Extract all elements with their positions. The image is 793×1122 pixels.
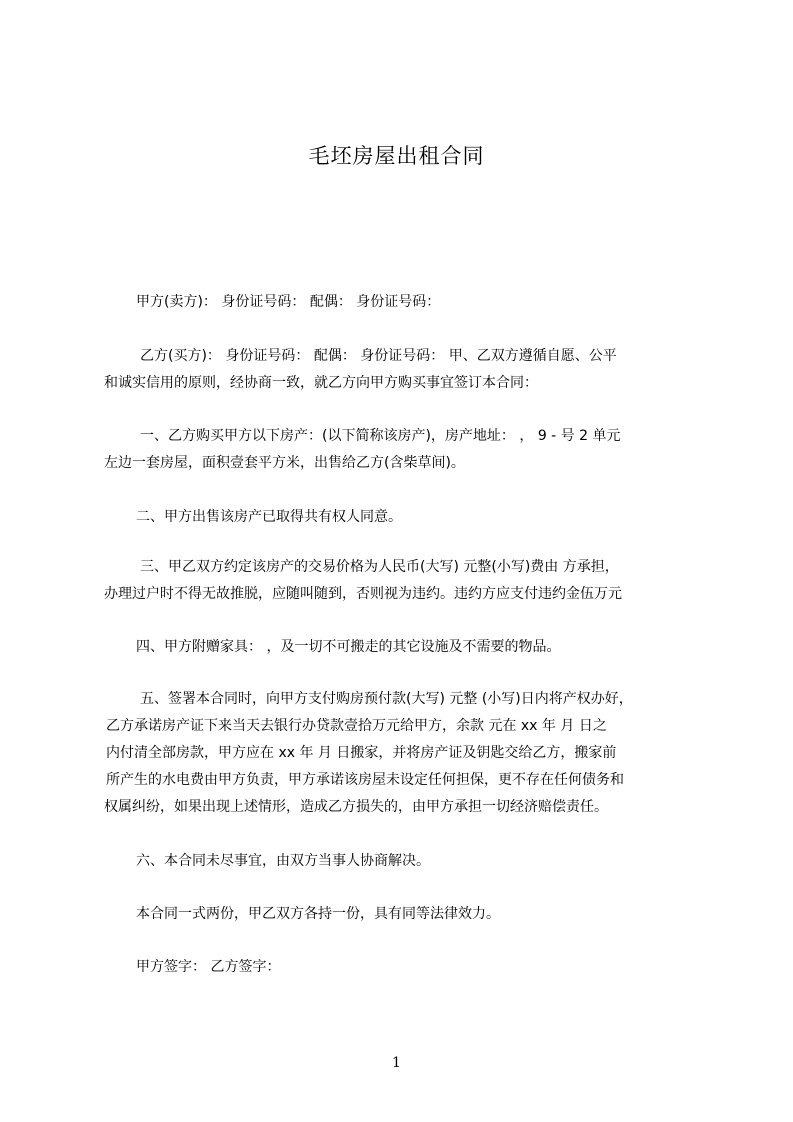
clause-2-line-1: 二、甲方出售该房产已取得共有权人同意。 (136, 509, 402, 525)
clause-4-line-1: 四、甲方附赠家具： ，及一切不可搬走的其它设施及不需要的物品。 (136, 639, 561, 655)
clause-5-line-2: 乙方承诺房产证下来当天去银行办贷款壹拾万元给甲方，余款 元在 xx 年 月 日之 (106, 718, 607, 734)
party-b-line-2: 和诚实信用的原则，经协商一致，就乙方向甲方购买事宜签订本合同： (104, 375, 538, 391)
party-b-line-1: 乙方(买方)： 身份证号码： 配偶： 身份证号码： 甲、乙双方遵循自愿、公平 (140, 348, 617, 364)
page-title: 毛坯房屋出租合同 (308, 144, 485, 168)
clause-3-line-1: 三、甲乙双方约定该房产的交易价格为人民币(大写) 元整(小写)费由 方承担， (140, 559, 619, 575)
page-number: 1 (392, 1055, 401, 1071)
clause-5-line-3: 内付清全部房款，甲方应在 xx 年 月 日搬家，并将房产证及钥匙交给乙方，搬家前 (106, 745, 617, 761)
copies-line: 本合同一式两份，甲乙双方各持一份，具有同等法律效力。 (136, 906, 500, 922)
clause-3-line-2: 办理过户时不得无故推脱，应随叫随到，否则视为违约。违约方应支付违约金伍万元 (104, 586, 622, 602)
clause-6-line-1: 六、本合同未尽事宜，由双方当事人协商解决。 (136, 853, 430, 869)
signature-line: 甲方签字： 乙方签字： (136, 959, 281, 975)
clause-5-line-1: 五、签署本合同时，向甲方支付购房预付款(大写) 元整 (小写)日内将产权办好， (140, 691, 633, 707)
clause-5-line-4: 所产生的水电费由甲方负责，甲方承诺该房屋未设定任何担保，更不存在任何债务和 (106, 772, 624, 788)
clause-1-line-2: 左边一套房屋，面积壹套平方米，出售给乙方(含柴草间)。 (104, 455, 465, 471)
clause-5-line-5: 权属纠纷，如果出现上述情形，造成乙方损失的，由甲方承担一切经济赔偿责任。 (104, 799, 608, 815)
party-a-line: 甲方(卖方)： 身份证号码： 配偶： 身份证号码： (136, 294, 441, 310)
clause-1-line-1: 一、乙方购买甲方以下房产：(以下简称该房产)，房产地址： ， 9 - 号 2 单元 (140, 428, 621, 444)
